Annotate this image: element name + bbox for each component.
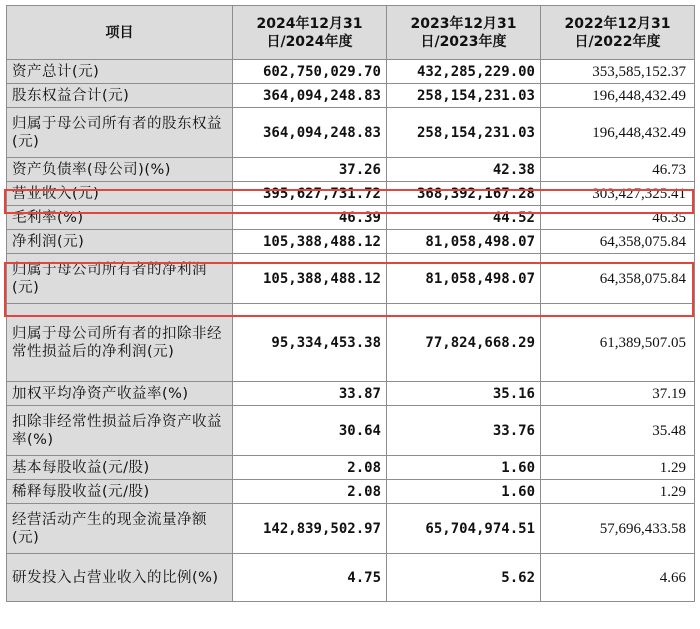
value-2022: 353,585,152.37	[541, 60, 695, 84]
table-row	[7, 158, 695, 182]
financial-summary-table	[6, 5, 695, 602]
value-2022: 46.35	[541, 206, 695, 230]
value-2023: 368,392,167.28	[387, 182, 541, 206]
value-2023: 432,285,229.00	[387, 60, 541, 84]
value-2023: 81,058,498.07	[387, 230, 541, 254]
header-2024: 2024年12月31日/2024年度	[233, 6, 387, 60]
value-2024: 2.08	[233, 456, 387, 480]
value-2023: 1.60	[387, 480, 541, 504]
value-2022: 57,696,433.58	[541, 504, 695, 554]
row-label: 研发投入占营业收入的比例(%)	[7, 554, 233, 602]
value-2023: 65,704,974.51	[387, 504, 541, 554]
value-2022: 1.29	[541, 480, 695, 504]
table-row	[7, 480, 695, 504]
value-2023: 33.76	[387, 406, 541, 456]
table-row	[7, 182, 695, 206]
value-2022: 64,358,075.84	[541, 254, 695, 304]
row-label: 资产负债率(母公司)(%)	[7, 158, 233, 182]
row-label: 归属于母公司所有者的净利润(元)	[7, 254, 233, 304]
value-2024: 105,388,488.12	[233, 254, 387, 304]
table-row	[7, 456, 695, 480]
value-2022: 1.29	[541, 456, 695, 480]
value-2022: 303,427,325.41	[541, 182, 695, 206]
table-row	[7, 230, 695, 254]
row-label: 加权平均净资产收益率(%)	[7, 382, 233, 406]
value-2023: 44.52	[387, 206, 541, 230]
row-label: 归属于母公司所有者的扣除非经常性损益后的净利润(元)	[7, 304, 233, 382]
row-label: 经营活动产生的现金流量净额(元)	[7, 504, 233, 554]
value-2024: 364,094,248.83	[233, 84, 387, 108]
row-label: 股东权益合计(元)	[7, 84, 233, 108]
header-2022: 2022年12月31日/2022年度	[541, 6, 695, 60]
row-label: 扣除非经常性损益后净资产收益率(%)	[7, 406, 233, 456]
row-label: 毛利率(%)	[7, 206, 233, 230]
table-row	[7, 60, 695, 84]
value-2024: 395,627,731.72	[233, 182, 387, 206]
table-row	[7, 406, 695, 456]
value-2022: 4.66	[541, 554, 695, 602]
value-2024: 30.64	[233, 406, 387, 456]
row-label: 归属于母公司所有者的股东权益(元)	[7, 108, 233, 158]
value-2024: 4.75	[233, 554, 387, 602]
value-2024: 602,750,029.70	[233, 60, 387, 84]
value-2022: 37.19	[541, 382, 695, 406]
value-2023: 42.38	[387, 158, 541, 182]
value-2022: 35.48	[541, 406, 695, 456]
table-row	[7, 504, 695, 554]
header-2023: 2023年12月31日/2023年度	[387, 6, 541, 60]
value-2024: 37.26	[233, 158, 387, 182]
value-2023: 35.16	[387, 382, 541, 406]
header-item: 项目	[7, 6, 233, 60]
value-2022: 64,358,075.84	[541, 230, 695, 254]
value-2024: 95,334,453.38	[233, 304, 387, 382]
value-2024: 142,839,502.97	[233, 504, 387, 554]
value-2023: 258,154,231.03	[387, 108, 541, 158]
value-2023: 5.62	[387, 554, 541, 602]
value-2022: 196,448,432.49	[541, 108, 695, 158]
value-2024: 46.39	[233, 206, 387, 230]
table-row	[7, 108, 695, 158]
value-2023: 77,824,668.29	[387, 304, 541, 382]
row-label: 净利润(元)	[7, 230, 233, 254]
table-row	[7, 254, 695, 304]
value-2022: 46.73	[541, 158, 695, 182]
table-row	[7, 554, 695, 602]
value-2022: 196,448,432.49	[541, 84, 695, 108]
value-2024: 2.08	[233, 480, 387, 504]
value-2022: 61,389,507.05	[541, 304, 695, 382]
table-row	[7, 304, 695, 382]
value-2024: 33.87	[233, 382, 387, 406]
value-2024: 105,388,488.12	[233, 230, 387, 254]
row-label: 营业收入(元)	[7, 182, 233, 206]
table-row	[7, 206, 695, 230]
header-row	[7, 6, 695, 60]
value-2023: 1.60	[387, 456, 541, 480]
value-2023: 258,154,231.03	[387, 84, 541, 108]
row-label: 资产总计(元)	[7, 60, 233, 84]
row-label: 基本每股收益(元/股)	[7, 456, 233, 480]
row-label: 稀释每股收益(元/股)	[7, 480, 233, 504]
table-row	[7, 84, 695, 108]
value-2024: 364,094,248.83	[233, 108, 387, 158]
table-row	[7, 382, 695, 406]
value-2023: 81,058,498.07	[387, 254, 541, 304]
